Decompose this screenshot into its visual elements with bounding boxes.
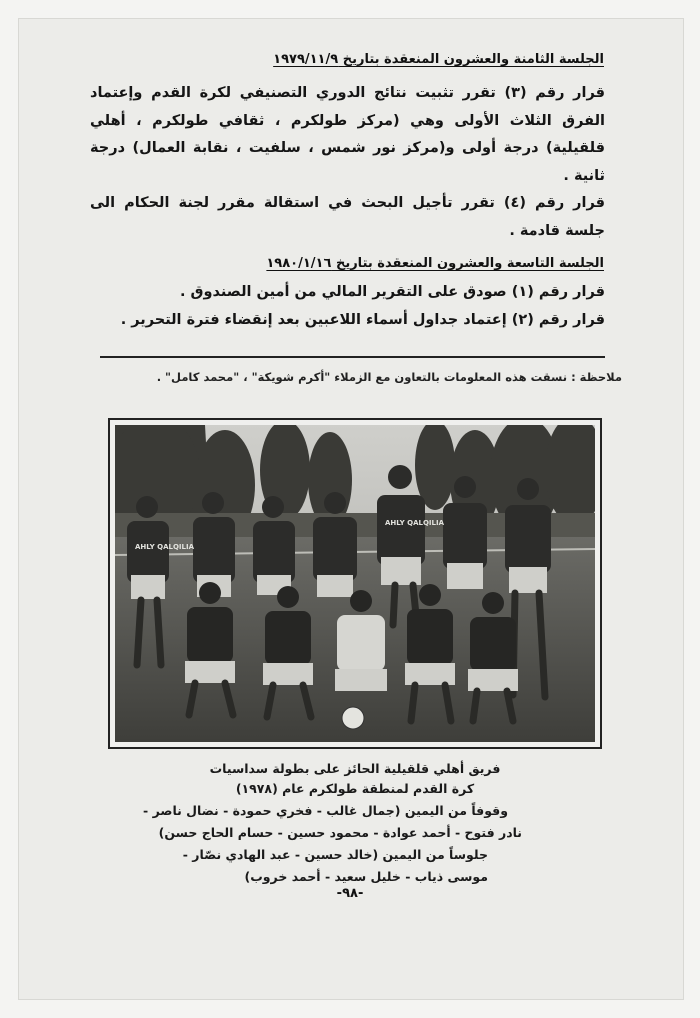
session-28-decisions <box>90 80 605 245</box>
note-text: ملاحظة : نسقت هذه المعلومات بالتعاون مع الزملاء "أكرم شويكة" ، "محمد كامل" . <box>156 370 622 384</box>
jersey-text: AHLY QALQILIA <box>135 543 195 551</box>
divider-line <box>100 356 605 358</box>
decision-3-text: قرار رقم (٣) تقرر تثبيت نتائج الدوري التصنيفي لكرة القدم وإعتماد الفرق الثلاث الأولى وهي (مركز طولكرم ، ثقافي طولكرم ، أهلي قلقيلية) درجة أولى و(مركز نور شمس ، سلفيت ، نقابة العمال) درجة ثانية . <box>90 85 605 184</box>
page-number: -٩٨- <box>336 886 364 901</box>
caption-subtitle: كرة القدم لمنطقة طولكرم عام (١٩٧٨) <box>235 781 475 796</box>
decision-1-text: قرار رقم (١) صودق على التقرير المالي من أمين الصندوق . <box>179 284 605 300</box>
session-29-heading: الجلسة التاسعة والعشرون المنعقدة بتاريخ ١٩٨٠/١/١٦ <box>266 256 604 271</box>
decision-2-text: قرار رقم (٢) إعتماد جداول أسماء اللاعبين بعد إنقضاء فترة التحرير . <box>120 312 605 328</box>
sitting-names-line-1: جلوساً من اليمين (خالد حسين - عبد الهادي نصّار - <box>182 847 488 862</box>
team-photo-image <box>115 425 595 742</box>
sitting-names-line-2: موسى ذياب - خليل سعيد - أحمد خروب) <box>244 869 488 884</box>
football <box>342 707 364 729</box>
session-28-heading: الجلسة الثامنة والعشرون المنعقدة بتاريخ ١٩٧٩/١١/٩ <box>273 52 604 67</box>
decision-4-text: قرار رقم (٤) تقرر تأجيل البحث في استقالة مقرر لجنة الحكام الى جلسة قادمة . <box>90 195 605 239</box>
jersey-text: AHLY QALQILIA <box>385 519 445 527</box>
caption-title: فريق أهلي قلقيلية الحائز على بطولة سداسيات <box>209 761 501 776</box>
standing-names-line-2: نادر فتوح - أحمد عوادة - محمود حسين - حسام الحاج حسن) <box>158 825 522 840</box>
team-photo <box>108 418 602 749</box>
standing-names-line-1: وقوفاً من اليمين (جمال غالب - فخري حمودة - نضال ناصر - <box>143 803 508 818</box>
